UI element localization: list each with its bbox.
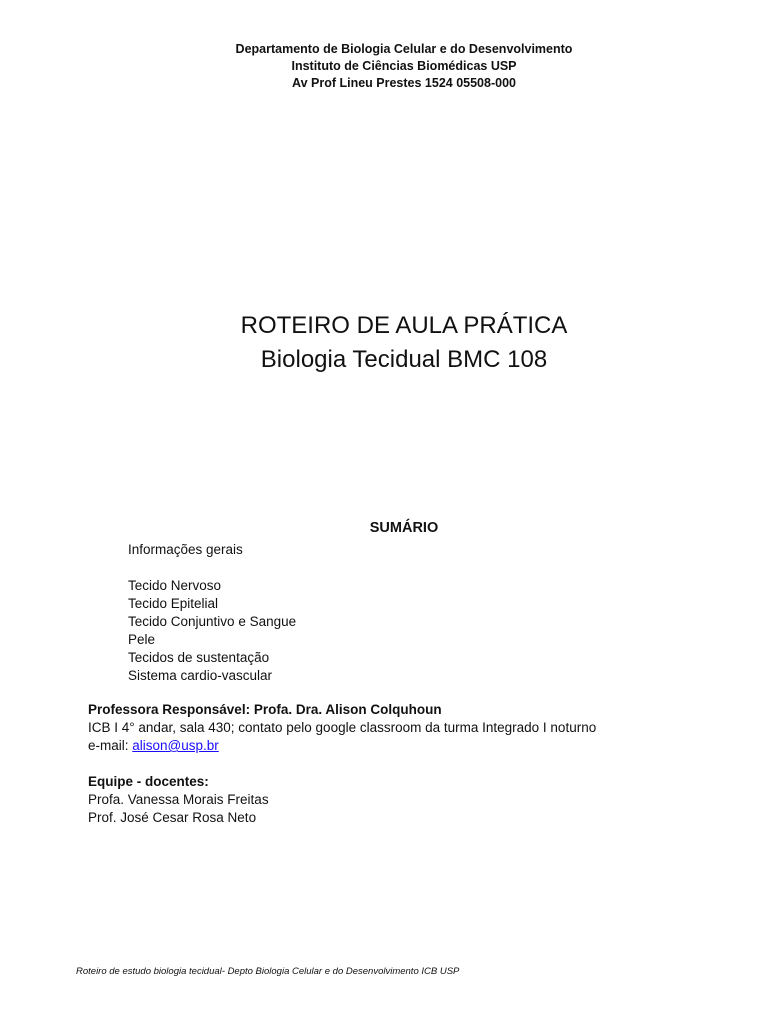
contact-info [88,701,596,827]
page-footer: Roteiro de estudo biologia tecidual- Depto Biologia Celular e do Desenvolvimento ICB USP [76,966,460,977]
toc-item: Pele [128,632,156,647]
table-of-contents [128,541,296,685]
toc-item: Tecidos de sustentação [128,650,270,665]
toc-item: Tecido Nervoso [128,578,222,593]
document-header [0,41,768,92]
email-link[interactable]: alison@usp.br [132,738,219,753]
equipe-member: Prof. José Cesar Rosa Neto [88,810,257,825]
title-line-1: ROTEIRO DE AULA PRÁTICA [240,312,568,339]
toc-item: Tecido Epitelial [128,596,219,611]
info-spacer [88,755,596,773]
toc-spacer [128,559,296,577]
document-title [0,309,768,377]
email-line [88,737,596,755]
equipe-label: Equipe - docentes: [88,774,209,789]
toc-item: Sistema cardio-vascular [128,668,273,683]
sumario-heading: SUMÁRIO [369,520,439,536]
professora-label: Professora Responsável: Profa. Dra. Alison Colquhoun [88,702,442,717]
institute-line: Instituto de Ciências Biomédicas USP [291,59,517,73]
toc-item-general-info: Informações gerais [128,542,243,557]
equipe-member: Profa. Vanessa Morais Freitas [88,792,269,807]
professora-location: ICB I 4° andar, sala 430; contato pelo google classroom da turma Integrado I noturno [88,720,597,735]
title-line-2: Biologia Tecidual BMC 108 [260,346,548,373]
toc-item: Tecido Conjuntivo e Sangue [128,614,297,629]
department-line: Departamento de Biologia Celular e do Desenvolvimento [235,42,573,56]
address-line: Av Prof Lineu Prestes 1524 05508-000 [292,76,516,90]
email-prefix: e-mail: [88,738,133,753]
